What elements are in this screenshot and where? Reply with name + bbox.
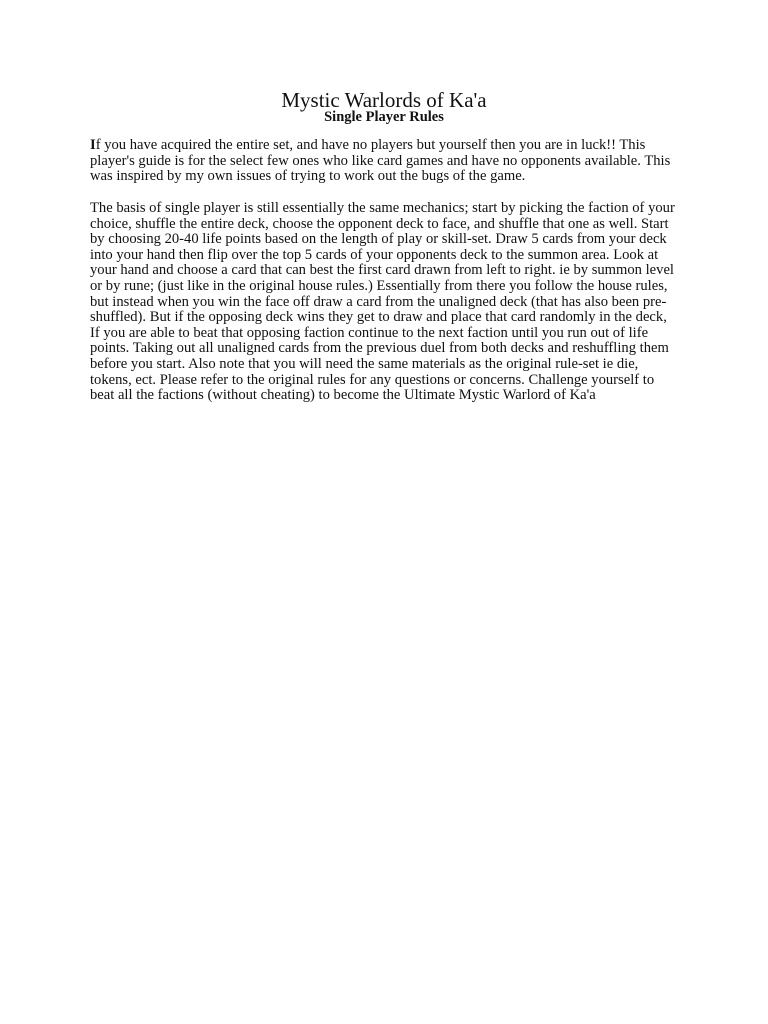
intro-lead-letter: I: [90, 137, 96, 153]
intro-text: f you have acquired the entire set, and have no players but yourself then you are in luck!! This player's guide is for the select few ones who like card games and have no opponents available. This was inspired by my own issues of trying to work out the bugs of the game.: [90, 137, 671, 185]
document-subtitle: Single Player Rules: [324, 109, 444, 125]
body-paragraph: The basis of single player is still essentially the same mechanics; start by picking the faction of your choice, shuffle the entire deck, choose the opponent deck to face, and shuffle that one as well. Start by choosing 20-40 life points based on the length of play or skill-set. Draw 5 cards from your deck into your hand then flip over the top 5 cards of your opponents deck to the summon area. Look at your hand and choose a card that can best the first card drawn from left to right. ie by summon level or by rune; (just like in the original house rules.) Essentially from there you follow the house rules, but instead when you win the face off draw a card from the unaligned deck (that has also been pre-shuffled). But if the opposing deck wins they get to draw and place that card randomly in the deck, If you are able to beat that opposing faction continue to the next faction until you run out of life points. Taking out all unaligned cards from the previous duel from both decks and reshuffling them before you start. Also note that you will need the same materials as the original rule-set ie die, tokens, ect. Please refer to the original rules for any questions or concerns. Challenge yourself to beat all the factions (without cheating) to become the Ultimate Mystic Warlord of Ka'a: [90, 200, 675, 404]
document-title: Mystic Warlords of Ka'a: [281, 88, 487, 112]
intro-paragraph: [90, 138, 680, 185]
